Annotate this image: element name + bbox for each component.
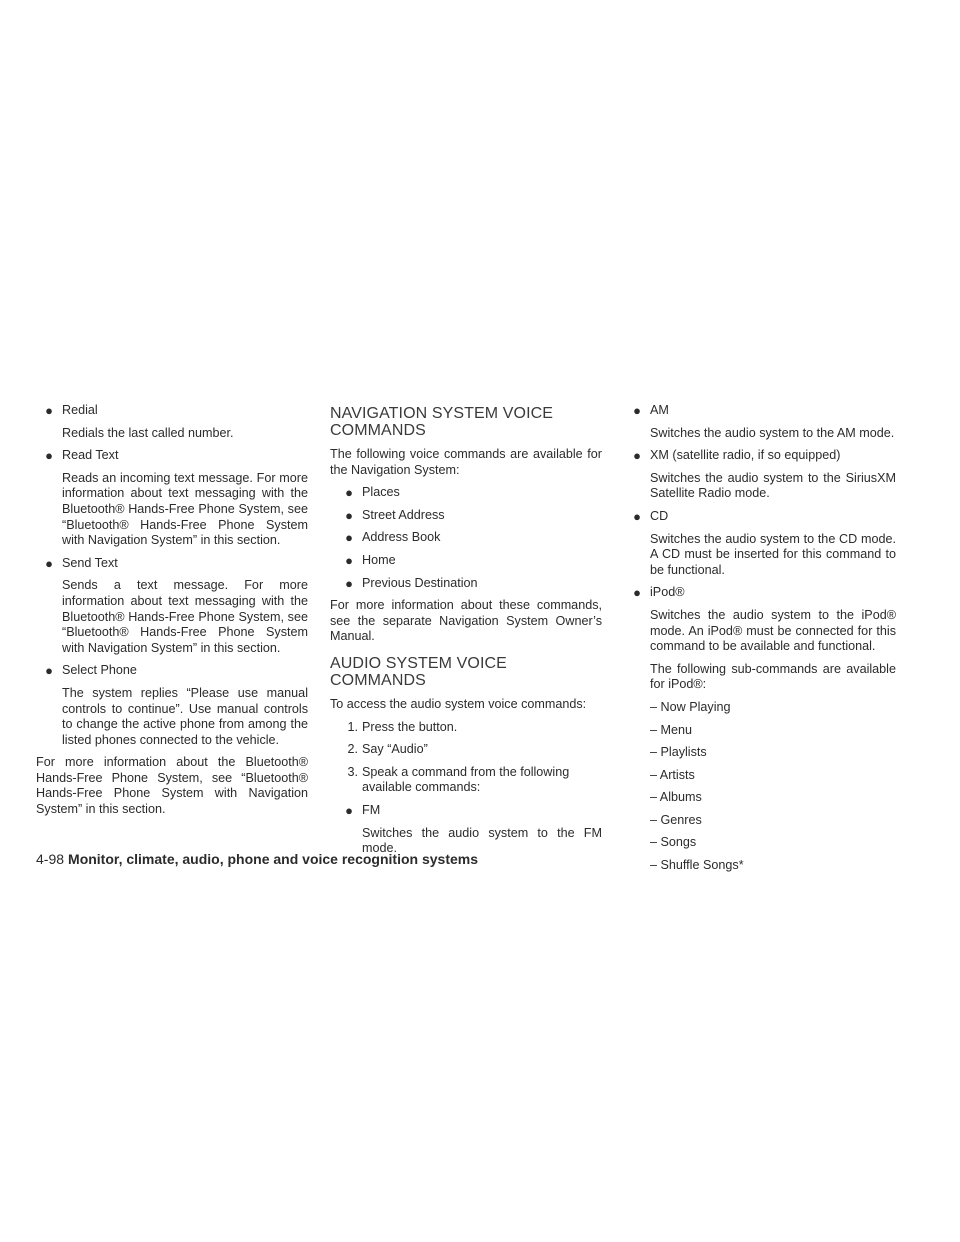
step-item: 3. Speak a command from the following available commands:: [347, 764, 570, 795]
section-heading-navigation: NAVIGATION SYSTEM VOICE COMMANDS: [330, 405, 554, 439]
nav-item: ● Previous Destination: [336, 576, 602, 592]
bullet-title: Redial: [62, 403, 98, 417]
bullet-description: Switches the audio system to the SiriusXM Satellite Radio mode.: [650, 470, 896, 501]
column-middle: [330, 403, 602, 864]
bullet-description: Switches the audio system to the FM mode.: [362, 825, 602, 856]
bullet-item-am: [624, 403, 896, 441]
bullet-title: Send Text: [62, 555, 118, 570]
bullet-item-redial: [36, 403, 308, 441]
bullet-icon: ●: [45, 555, 53, 571]
bullet-item-xm: [624, 448, 896, 502]
bullet-icon: ●: [45, 448, 53, 464]
bullet-item-ipod: [624, 585, 896, 654]
bullet-icon: ●: [345, 507, 353, 523]
bullet-icon: ●: [45, 663, 53, 679]
page-number: 4-98: [36, 851, 65, 867]
bullet-description: Switches the audio system to the iPod® mode. An iPod® must be connected for this command to be available and functional.: [650, 607, 896, 654]
bullet-description: Redials the last called number.: [62, 425, 234, 440]
page-footer: [36, 850, 916, 868]
nav-item: ● Home: [336, 553, 602, 569]
bullet-icon: ●: [345, 552, 353, 568]
bullet-description: The system replies “Please use manual controls to continue”. Use manual controls to change the active phone from among the listed phones connected to the vehicle.: [62, 685, 308, 747]
bullet-item-fm: [336, 803, 602, 857]
bullet-item-select-phone: [36, 663, 308, 748]
ipod-subcommand: – Albums: [650, 790, 702, 805]
bullet-title: XM (satellite radio, if so equipped): [650, 448, 841, 463]
bullet-title: iPod®: [650, 585, 685, 600]
section-heading-audio: AUDIO SYSTEM VOICE COMMANDS: [330, 654, 507, 689]
step-item: 2. Say “Audio”: [347, 742, 428, 757]
nav-item: ● Places: [336, 485, 602, 501]
closing-paragraph: For more information about the Bluetooth® Hands-Free Phone System, see “Bluetooth® Hands-Free Phone System with Navigation System” in this section.: [36, 755, 308, 817]
bullet-title: FM: [362, 802, 381, 817]
bullet-icon: ●: [345, 530, 353, 546]
nav-item: ● Street Address: [336, 508, 602, 524]
chapter-title: Monitor, climate, audio, phone and voice recognition systems: [68, 851, 478, 867]
column-left: [36, 403, 308, 825]
ipod-subcommand: – Shuffle Songs*: [650, 858, 744, 873]
bullet-description: Switches the audio system to the CD mode. A CD must be inserted for this command to be functional.: [650, 531, 896, 577]
nav-intro: The following voice commands are available for the Navigation System:: [330, 447, 602, 477]
audio-intro: To access the audio system voice commands:: [330, 696, 587, 711]
bullet-title: CD: [650, 508, 669, 523]
bullet-item-send-text: [36, 556, 308, 657]
step-item: 1. Press the button.: [347, 719, 458, 734]
bullet-title: Select Phone: [62, 663, 137, 678]
bullet-description: Sends a text message. For more information about text messaging with the Bluetooth® Hands-Free Phone System, see “Bluetooth® Hands-Free Phone System with Navigation System” in this section.: [62, 578, 308, 655]
nav-closing: For more information about these commands, see the separate Navigation System Owner’s Manual.: [330, 598, 602, 644]
bullet-title: Read Text: [62, 448, 119, 463]
ipod-sub-intro: The following sub-commands are available for iPod®:: [650, 661, 896, 692]
bullet-item-cd: [624, 509, 896, 578]
ipod-subcommand: – Artists: [650, 767, 695, 782]
bullet-icon: ●: [633, 508, 641, 524]
bullet-icon: ●: [45, 403, 53, 418]
bullet-icon: ●: [345, 802, 353, 818]
ipod-subcommand: – Genres: [650, 812, 702, 827]
ipod-subcommand: – Songs: [650, 835, 697, 850]
bullet-icon: ●: [633, 448, 641, 464]
bullet-icon: ●: [633, 585, 641, 601]
nav-item: ● Address Book: [336, 530, 602, 546]
bullet-title: AM: [650, 403, 669, 417]
bullet-icon: ●: [345, 485, 353, 501]
bullet-description: Switches the audio system to the AM mode.: [650, 425, 895, 440]
bullet-description: Reads an incoming text message. For more information about text messaging with the Bluetooth® Hands-Free Phone System, see “Bluetooth® Hands-Free Phone System with Navigation System” in this section.: [62, 470, 308, 548]
column-right: [624, 403, 896, 881]
bullet-icon: ●: [633, 403, 641, 418]
ipod-subcommand: – Playlists: [650, 745, 707, 760]
bullet-item-read-text: [36, 448, 308, 549]
bullet-icon: ●: [345, 575, 353, 591]
ipod-subcommand: – Now Playing: [650, 699, 731, 714]
ipod-subcommand: – Menu: [650, 722, 693, 737]
